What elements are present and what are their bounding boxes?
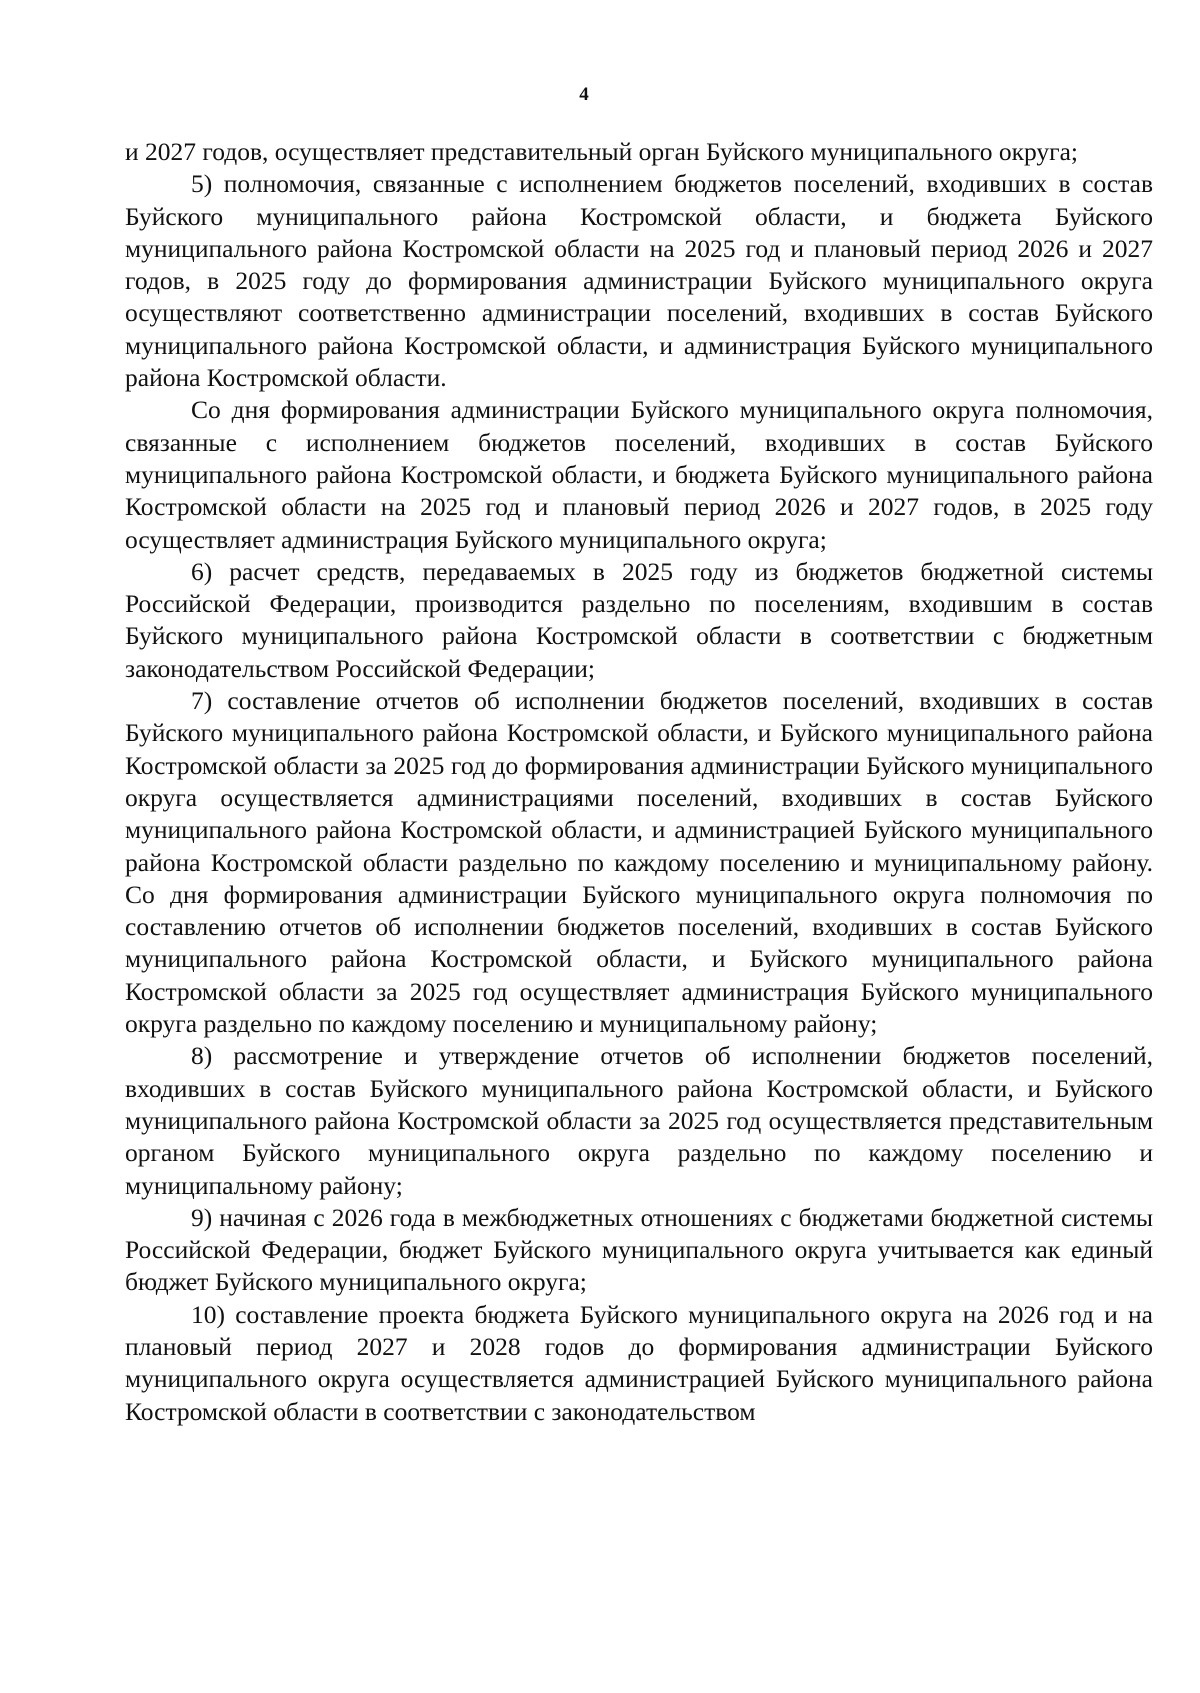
page-number: 4	[579, 84, 589, 105]
paragraph-item-5: 5) полномочия, связанные с исполнением бюджетов поселений, входивших в состав Буйского муниципального района Костромской области, и бюджета Буйского муниципального района Костромской области на 2025 год и плановый период 2026 и 2027 годов, в 2025 году до формирования администрации Буйского муниципального округа осуществляют соответственно администрации поселений, входивших в состав Буйского муниципального района Костромской области, и администрация Буйского муниципального района Костромской области.	[125, 169, 1153, 393]
document-body	[125, 136, 1153, 1428]
paragraph-item-10: 10) составление проекта бюджета Буйского муниципального округа на 2026 год и на плановый период 2027 и 2028 годов до формирования администрации Буйского муниципального округа осуществляется администрацией Буйского муниципального района Костромской области в соответствии с законодательством	[125, 1299, 1153, 1426]
paragraph-item-5-continued: Со дня формирования администрации Буйского муниципального округа полномочия, связанные с исполнением бюджетов поселений, входивших в состав Буйского муниципального района Костромской области, и бюджета Буйского муниципального района Костромской области на 2025 год и плановый период 2026 и 2027 годов, в 2025 году осуществляет администрация Буйского муниципального округа;	[125, 395, 1153, 554]
paragraph-item-8: 8) рассмотрение и утверждение отчетов об исполнении бюджетов поселений, входивших в состав Буйского муниципального района Костромской области, и Буйского муниципального района Костромской области за 2025 год осуществляется представительным органом Буйского муниципального округа раздельно по каждому поселению и муниципальному району;	[125, 1041, 1153, 1200]
paragraph-item-7: 7) составление отчетов об исполнении бюджетов поселений, входивших в состав Буйского муниципального района Костромской области, и Буйского муниципального района Костромской области за 2025 год до формирования администрации Буйского муниципального округа осуществляется администрациями поселений, входивших в состав Буйского муниципального района Костромской области, и администрацией Буйского муниципального района Костромской области раздельно по каждому поселению и муниципальному району. Со дня формирования администрации Буйского муниципального округа полномочия по составлению отчетов об исполнении бюджетов поселений, входивших в состав Буйского муниципального района Костромской области, и Буйского муниципального района Костромской области за 2025 год осуществляет администрация Буйского муниципального округа раздельно по каждому поселению и муниципальному району;	[125, 686, 1153, 1039]
paragraph-continuation: и 2027 годов, осуществляет представительный орган Буйского муниципального округа;	[125, 137, 1079, 166]
paragraph-item-6: 6) расчет средств, передаваемых в 2025 году из бюджетов бюджетной системы Российской Федерации, производится раздельно по поселениям, входившим в состав Буйского муниципального района Костромской области в соответствии с бюджетным законодательством Российской Федерации;	[125, 556, 1153, 683]
paragraph-item-9: 9) начиная с 2026 года в межбюджетных отношениях с бюджетами бюджетной системы Российской Федерации, бюджет Буйского муниципального округа учитывается как единый бюджет Буйского муниципального округа;	[125, 1202, 1153, 1297]
